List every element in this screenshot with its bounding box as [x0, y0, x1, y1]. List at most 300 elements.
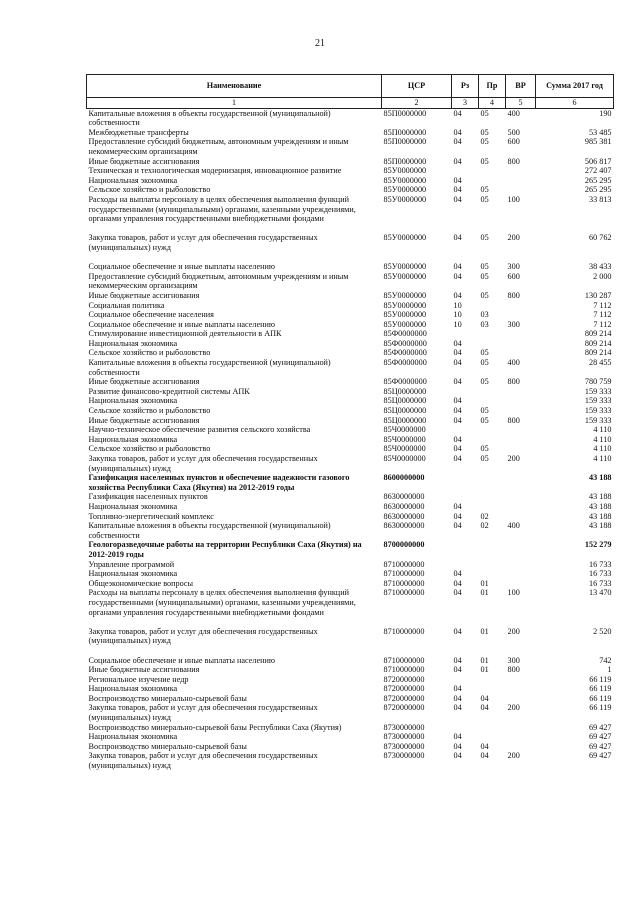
row-sum: 4 110: [593, 454, 612, 463]
row-csr: 85Ф0000000: [383, 329, 427, 339]
table-row: [87, 435, 614, 445]
row-name: Национальная экономика: [88, 732, 178, 742]
row-sum: 2 000: [593, 271, 612, 281]
row-vr: [506, 310, 536, 320]
row-rz: 04: [453, 338, 462, 348]
row-vr: 200: [507, 751, 520, 761]
row-pr: 01: [480, 588, 489, 598]
row-sum: 272 407: [584, 166, 612, 176]
row-pr: [479, 732, 506, 742]
row-rz: 04: [453, 156, 462, 166]
row-rz: 04: [453, 185, 462, 195]
row-name: Социальное обеспечение и иные выплаты населению: [88, 655, 275, 665]
row-csr: 8730000000: [383, 722, 425, 732]
table-row: [87, 301, 614, 311]
row-sum: 4 110: [593, 425, 612, 435]
row-sum: 159 333: [584, 386, 612, 396]
row-vr: [506, 684, 536, 694]
row-sum: 985 381: [584, 137, 612, 147]
row-pr: [479, 560, 506, 570]
row-vr: 200: [507, 233, 520, 243]
column-number: 2: [382, 98, 452, 109]
row-rz: 04: [453, 271, 462, 281]
row-name: Национальная экономика: [88, 175, 178, 185]
row-csr: 8710000000: [383, 588, 425, 598]
row-rz: 04: [453, 741, 462, 751]
row-pr: 05: [480, 108, 489, 118]
row-pr: 05: [480, 194, 489, 204]
table-row: [87, 502, 614, 512]
row-pr: [479, 435, 506, 445]
row-csr: 8630000000: [383, 492, 425, 502]
table-row: [87, 521, 614, 540]
row-rz: 10: [453, 300, 462, 310]
row-rz: 04: [453, 588, 462, 598]
row-pr: 03: [480, 310, 489, 320]
column-numbers-row: [87, 98, 614, 109]
row-vr: [506, 502, 536, 512]
row-name: Воспроизводство минерально-сырьевой базы: [88, 693, 247, 703]
row-csr: 8710000000: [383, 559, 425, 569]
table-row: [87, 444, 614, 454]
row-csr: 8630000000: [383, 511, 425, 521]
row-rz: [452, 723, 479, 733]
row-sum: 66 119: [589, 674, 612, 684]
table-row: [87, 579, 614, 589]
row-csr: 8700000000: [383, 540, 425, 550]
row-vr: [506, 694, 536, 704]
row-vr: 800: [507, 415, 520, 425]
row-rz: 04: [453, 511, 462, 521]
row-sum: 66 119: [589, 703, 612, 713]
row-sum: 60 762: [588, 233, 612, 243]
row-pr: 05: [480, 377, 489, 387]
row-sum: 2 520: [593, 626, 612, 636]
row-sum: 69 427: [588, 741, 612, 751]
row-vr: [506, 560, 536, 570]
row-pr: 04: [480, 741, 489, 751]
row-rz: [452, 492, 479, 502]
row-sum: 7 112: [593, 319, 612, 329]
row-name: Воспроизводство минерально-сырьевой базы: [88, 741, 247, 751]
table-row: [87, 272, 614, 291]
row-name: Техническая и технологическая модернизация, инновационное развитие: [88, 166, 342, 176]
row-pr: [479, 540, 506, 559]
row-rz: 04: [453, 703, 462, 713]
row-name: Социальное обеспечение населения: [88, 310, 214, 320]
row-pr: 02: [480, 511, 489, 521]
row-sum: 7 112: [593, 310, 612, 320]
row-sum: 16 733: [588, 578, 612, 588]
row-sum: 43 188: [588, 521, 612, 531]
row-name: Сельское хозяйство и рыболовство: [88, 348, 211, 358]
row-rz: 04: [453, 569, 462, 579]
row-rz: [452, 387, 479, 397]
header-name: Наименование: [87, 75, 382, 98]
row-pr: 01: [480, 665, 489, 675]
row-vr: [506, 675, 536, 685]
header-sum: Сумма 2017 год: [536, 75, 614, 98]
row-pr: [479, 301, 506, 311]
table-row: [87, 329, 614, 339]
table-row: [87, 751, 614, 770]
row-rz: 04: [453, 454, 462, 463]
row-rz: 04: [453, 108, 462, 118]
row-vr: 800: [507, 377, 520, 387]
row-csr: 85У0000000: [383, 271, 427, 281]
row-csr: 85Ч0000000: [383, 454, 426, 463]
row-name: Расходы на выплаты персоналу в целях обеспечения выполнения функций государственными (муниципальными) органами, казенными учреждениями, органами управления государственными внебюджетными фондами: [88, 194, 356, 224]
page-number: 21: [315, 38, 325, 49]
row-pr: 05: [480, 156, 489, 166]
row-name: Предоставление субсидий бюджетным, автономным учреждениям и иным некоммерческим организациям: [88, 137, 349, 156]
row-sum: 809 214: [584, 329, 612, 339]
table-row: [87, 233, 614, 262]
row-csr: 85Ц0000000: [383, 396, 427, 406]
table-row: [87, 723, 614, 733]
row-sum: 43 188: [588, 501, 612, 511]
row-sum: 809 214: [584, 348, 612, 358]
row-rz: 04: [453, 194, 462, 204]
row-pr: 05: [480, 406, 489, 416]
row-name: Региональное изучение недр: [88, 674, 189, 684]
row-sum: 69 427: [588, 732, 612, 742]
row-csr: 85У0000000: [383, 300, 427, 310]
row-vr: [506, 396, 536, 406]
row-sum: 66 119: [589, 693, 612, 703]
row-csr: 85Ц0000000: [383, 415, 427, 425]
row-name: Научно-техническое обеспечение развития сельского хозяйства: [88, 425, 311, 435]
table-row: [87, 348, 614, 358]
row-pr: 01: [480, 655, 489, 665]
row-vr: 800: [507, 290, 520, 300]
row-vr: [506, 329, 536, 339]
row-vr: [506, 387, 536, 397]
row-csr: 85Ф0000000: [383, 348, 427, 358]
row-csr: 8720000000: [383, 693, 425, 703]
row-rz: 04: [453, 501, 462, 511]
row-vr: [506, 348, 536, 358]
row-pr: 04: [480, 751, 489, 761]
row-sum: 4 110: [593, 434, 612, 444]
table-row: [87, 339, 614, 349]
table-row: [87, 358, 614, 377]
row-sum: 53 485: [588, 127, 612, 137]
row-csr: 85Ф0000000: [383, 377, 427, 387]
row-rz: 04: [453, 396, 462, 406]
row-rz: 04: [453, 175, 462, 185]
row-name: Расходы на выплаты персоналу в целях обеспечения выполнения функций государственными (муниципальными) органами, казенными учреждениями, органами управления государственными внебюджетными фондами: [88, 588, 356, 617]
row-vr: [506, 569, 536, 579]
row-pr: 03: [480, 319, 489, 329]
row-pr: [479, 473, 506, 492]
row-pr: 02: [480, 521, 489, 531]
table-row: [87, 128, 614, 138]
row-csr: 85П0000000: [383, 108, 427, 118]
row-pr: 05: [480, 127, 489, 137]
row-rz: 04: [453, 406, 462, 416]
row-pr: [479, 176, 506, 186]
table-row: [87, 137, 614, 156]
row-rz: 04: [453, 290, 462, 300]
row-rz: 04: [453, 655, 462, 665]
row-vr: 400: [507, 358, 520, 368]
row-rz: 04: [453, 693, 462, 703]
row-sum: 780 759: [584, 377, 612, 387]
table-row: [87, 540, 614, 559]
row-sum: 69 427: [588, 722, 612, 732]
column-number: 4: [479, 98, 506, 109]
row-pr: 01: [480, 578, 489, 588]
row-csr: 8730000000: [383, 741, 425, 751]
row-csr: 85У0000000: [383, 290, 427, 300]
row-csr: 85У0000000: [383, 166, 427, 176]
header-pr: Пр: [479, 75, 506, 98]
row-name: Сельское хозяйство и рыболовство: [88, 444, 211, 454]
row-pr: [479, 166, 506, 176]
row-name: Национальная экономика: [88, 569, 178, 579]
row-csr: 8710000000: [383, 655, 425, 665]
table-row: [87, 732, 614, 742]
row-pr: 05: [480, 358, 489, 368]
row-sum: 7 112: [593, 300, 612, 310]
row-pr: 05: [480, 137, 489, 147]
row-name: Стимулирование инвестиционной деятельности в АПК: [88, 329, 282, 339]
budget-table: [86, 74, 614, 771]
row-vr: [506, 732, 536, 742]
row-vr: [506, 166, 536, 176]
row-sum: 506 817: [584, 156, 612, 166]
row-csr: 8630000000: [383, 521, 425, 531]
row-name: Иные бюджетные ассигнования: [88, 665, 200, 675]
row-sum: 809 214: [584, 338, 612, 348]
row-name: Межбюджетные трансферты: [88, 127, 189, 137]
table-row: [87, 108, 614, 128]
row-vr: [506, 473, 536, 492]
row-csr: 85Ф0000000: [383, 338, 427, 348]
row-name: Геологоразведочные работы на территории Республики Саха (Якутия) на 2012-2019 годы: [88, 540, 362, 559]
table-row: [87, 684, 614, 694]
row-csr: 85У0000000: [383, 233, 427, 243]
row-csr: 8730000000: [383, 751, 425, 761]
row-pr: [479, 329, 506, 339]
row-rz: 04: [453, 444, 462, 454]
row-vr: 300: [507, 655, 520, 665]
table-row: [87, 656, 614, 666]
table-row: [87, 195, 614, 233]
row-rz: [452, 166, 479, 176]
row-rz: [452, 675, 479, 685]
row-rz: [452, 473, 479, 492]
row-pr: [479, 723, 506, 733]
row-vr: 200: [507, 703, 520, 713]
table-body: [87, 108, 614, 771]
row-csr: 85Ц0000000: [383, 386, 427, 396]
row-rz: 04: [453, 415, 462, 425]
row-sum: 43 188: [588, 492, 612, 502]
row-name: Управление программой: [88, 559, 175, 569]
row-csr: 8600000000: [383, 473, 425, 483]
row-vr: [506, 185, 536, 195]
row-csr: 85Ч0000000: [383, 434, 426, 444]
row-rz: 04: [453, 358, 462, 368]
header-csr: ЦСР: [382, 75, 452, 98]
table-row: [87, 425, 614, 435]
row-sum: 16 733: [588, 569, 612, 579]
table-row: [87, 377, 614, 387]
row-name: Закупка товаров, работ и услуг для обеспечения государственных (муниципальных) нужд: [88, 626, 318, 646]
row-vr: [506, 444, 536, 454]
row-vr: [506, 540, 536, 559]
row-name: Газификация населенных пунктов: [88, 492, 208, 502]
table-row: [87, 157, 614, 167]
row-rz: 10: [453, 310, 462, 320]
row-name: Национальная экономика: [88, 684, 178, 694]
row-pr: 04: [480, 693, 489, 703]
row-sum: 159 333: [584, 406, 612, 416]
row-pr: 05: [480, 233, 489, 243]
table-row: [87, 703, 614, 722]
table-row: [87, 492, 614, 502]
row-vr: 200: [507, 454, 520, 463]
row-name: Национальная экономика: [88, 434, 178, 444]
row-vr: 800: [507, 665, 520, 675]
row-pr: 05: [480, 454, 489, 463]
row-rz: [452, 560, 479, 570]
table-row: [87, 320, 614, 330]
row-sum: 69 427: [588, 751, 612, 761]
row-name: Закупка товаров, работ и услуг для обеспечения государственных (муниципальных) нужд: [88, 751, 318, 771]
row-pr: [479, 387, 506, 397]
row-sum: 190: [599, 108, 612, 118]
row-csr: 85У0000000: [383, 262, 427, 272]
row-name: Сельское хозяйство и рыболовство: [88, 185, 211, 195]
row-vr: [506, 435, 536, 445]
row-rz: 04: [453, 578, 462, 588]
table-row: [87, 742, 614, 752]
row-vr: 300: [507, 319, 520, 329]
row-vr: [506, 425, 536, 435]
row-name: Газификация населенных пунктов и обеспечение надежности газового хозяйства Республики Саха (Якутия) на 2012-2019 годы: [88, 473, 350, 492]
row-vr: 400: [507, 108, 520, 118]
row-pr: [479, 684, 506, 694]
row-csr: 8710000000: [383, 665, 425, 675]
table-row: [87, 185, 614, 195]
table-row: [87, 454, 614, 473]
row-csr: 85Ц0000000: [383, 406, 427, 416]
row-name: Закупка товаров, работ и услуг для обеспечения государственных (муниципальных) нужд: [88, 703, 318, 723]
row-csr: 85П0000000: [383, 137, 427, 147]
row-vr: 500: [507, 127, 520, 137]
row-name: Национальная экономика: [88, 501, 178, 511]
row-rz: 10: [453, 319, 462, 329]
row-name: Социальное обеспечение и иные выплаты населению: [88, 262, 275, 272]
row-vr: 200: [507, 626, 520, 636]
column-number: 5: [506, 98, 536, 109]
row-sum: 33 813: [588, 194, 612, 204]
row-sum: 1: [607, 665, 612, 675]
row-vr: 600: [507, 137, 520, 147]
row-csr: 85У0000000: [383, 175, 427, 185]
table-row: [87, 694, 614, 704]
row-csr: 85П0000000: [383, 127, 427, 137]
row-pr: 05: [480, 262, 489, 272]
row-csr: 8630000000: [383, 501, 425, 511]
row-sum: 43 188: [588, 473, 612, 483]
row-rz: 04: [453, 127, 462, 137]
row-vr: [506, 406, 536, 416]
table-row: [87, 291, 614, 301]
row-pr: 05: [480, 444, 489, 454]
header-rz: Рз: [452, 75, 479, 98]
row-sum: 38 433: [588, 262, 612, 272]
row-sum: 265 295: [584, 175, 612, 185]
column-number: 3: [452, 98, 479, 109]
row-vr: 600: [507, 271, 520, 281]
row-sum: 265 295: [584, 185, 612, 195]
row-rz: 04: [453, 665, 462, 675]
row-csr: 85У0000000: [383, 185, 427, 195]
row-vr: 100: [507, 588, 520, 598]
row-name: Иные бюджетные ассигнования: [88, 377, 200, 387]
table-row: [87, 406, 614, 416]
row-rz: 04: [453, 521, 462, 531]
row-pr: [479, 502, 506, 512]
row-csr: 85У0000000: [383, 310, 427, 320]
row-pr: [479, 339, 506, 349]
row-vr: [506, 742, 536, 752]
row-csr: 8710000000: [383, 569, 425, 579]
row-rz: 04: [453, 434, 462, 444]
row-csr: 8720000000: [383, 684, 425, 694]
row-vr: [506, 339, 536, 349]
row-csr: 85У0000000: [383, 319, 427, 329]
row-name: Социальная политика: [88, 300, 165, 310]
row-vr: 100: [507, 194, 520, 204]
row-name: Иные бюджетные ассигнования: [88, 415, 200, 425]
table-row: [87, 310, 614, 320]
row-sum: 159 333: [584, 415, 612, 425]
table-header: [87, 75, 614, 109]
row-pr: 05: [480, 415, 489, 425]
row-rz: 04: [453, 348, 462, 358]
table-row: [87, 512, 614, 522]
row-vr: 400: [507, 521, 520, 531]
row-rz: 04: [453, 626, 462, 636]
table-row: [87, 569, 614, 579]
row-pr: 05: [480, 290, 489, 300]
row-csr: 8730000000: [383, 732, 425, 742]
row-pr: 01: [480, 626, 489, 636]
row-csr: 8720000000: [383, 703, 425, 713]
row-sum: 66 119: [589, 684, 612, 694]
row-pr: 05: [480, 271, 489, 281]
row-rz: [452, 540, 479, 559]
row-vr: 800: [507, 156, 520, 166]
row-vr: [506, 176, 536, 186]
row-pr: [479, 492, 506, 502]
row-name: Развитие финансово-кредитной системы АПК: [88, 386, 250, 396]
row-name: Сельское хозяйство и рыболовство: [88, 406, 211, 416]
row-pr: 05: [480, 185, 489, 195]
table-row: [87, 675, 614, 685]
column-number: 1: [87, 98, 382, 109]
row-rz: [452, 329, 479, 339]
row-sum: 152 279: [584, 540, 612, 550]
table-row: [87, 396, 614, 406]
row-sum: 13 470: [588, 588, 612, 598]
row-rz: 04: [453, 377, 462, 387]
